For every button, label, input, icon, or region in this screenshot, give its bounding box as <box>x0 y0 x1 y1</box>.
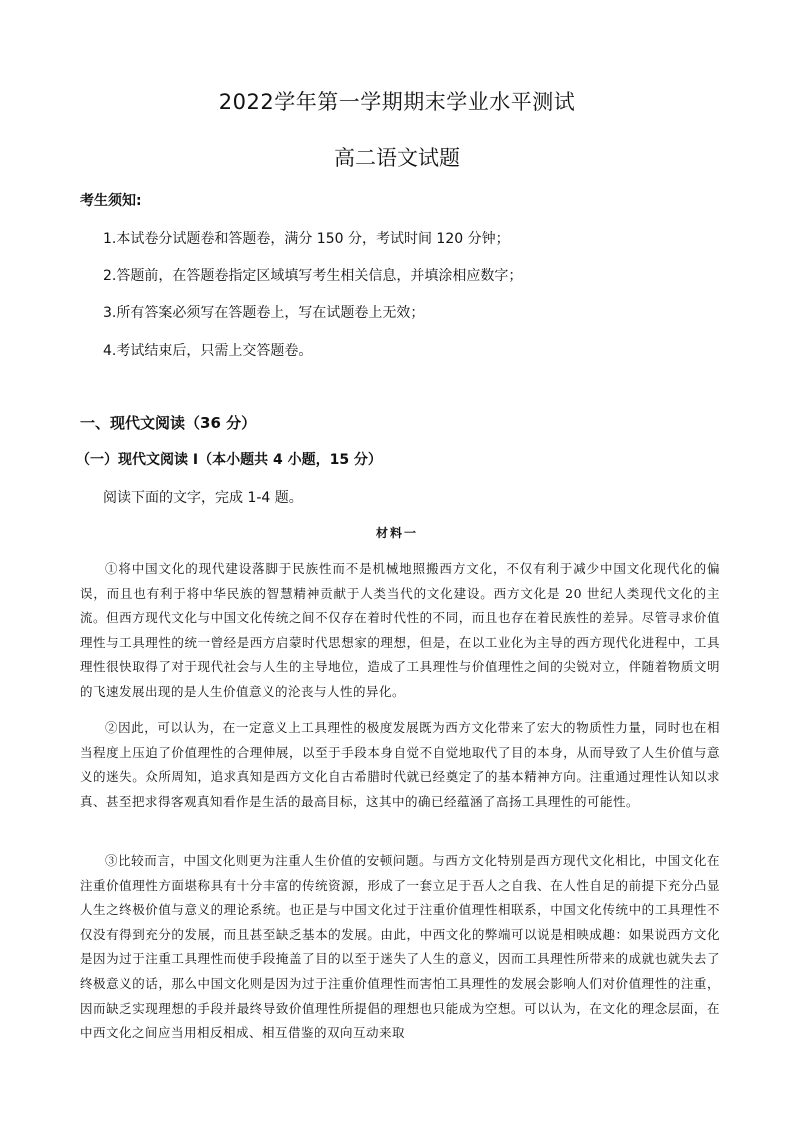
notice-item-1: 1.本试卷分试题卷和答题卷，满分 150 分，考试时间 120 分钟； <box>103 231 510 247</box>
notice-item-2: 2.答题前，在答题卷指定区域填写考生相关信息，并填涂相应数字； <box>103 268 523 284</box>
exam-subtitle: 高二语文试题 <box>334 146 460 170</box>
notice-heading: 考生须知: <box>80 193 142 209</box>
notice-item-4: 4.考试结束后，只需上交答题卷。 <box>103 343 313 359</box>
material-title: 材料一 <box>375 526 418 540</box>
paragraph-3: ③比较而言，中国文化则更为注重人生价值的安顿问题。与西方文化特别是西方现代文化相比，中国文化在注重价值理性方面堪称具有十分丰富的传统资源，形成了一套立足于吾人之自我、在人性自足的前提下充分凸显人生之终极价值与意义的理论系统。也正是与中国文化过于注重价值理性相联系，中国文化传统中的工具理性不仅没有得到充分的发展，而且甚至缺乏基本的发展。由此，中西文化的弊端可以说是相映成趣：如果说西方文化是因为过于注重工具理性而使手段掩盖了目的以至于迷失了人生的意义，因而工具理性所带来的成就也就失去了终极意义的话，那么中国文化则是因为过于注重价值理性而害怕工具理性的发展会影响人们对价值理性的注重，因而缺乏实现理想的手段并最终导致价值理性所提倡的理想也只能成为空想。可以认为，在文化的理念层面，在中西文化之间应当用相反相成、相互借鉴的双向互动来取 <box>80 853 720 1041</box>
paragraph-1: ①将中国文化的现代建设落脚于民族性而不是机械地照搬西方文化，不仅有利于减少中国文化现代化的偏误，而且也有利于将中华民族的智慧精神贡献于人类当代的文化建设。西方文化是 20 世纪人类现代文化的主流。但西方现代文化与中国文化传统之间不仅存在着时代性的不同，而且也存在着民族性的差异。尽管寻求价值理性与工具理性的统一曾经是西方启蒙时代思想家的理想，但是，在以工业化为主导的西方现代化进程中，工具理性很快取得了对于现代社会与人生的主导地位，造成了工具理性与价值理性之间的尖锐对立，伴随着物质文明的飞速发展出现的是人生价值意义的沦丧与人性的异化。 <box>80 561 720 699</box>
notice-item-3: 3.所有答案必须写在答题卷上，写在试题卷上无效； <box>103 305 425 321</box>
paragraph-2: ②因此，可以认为，在一定意义上工具理性的极度发展既为西方文化带来了宏大的物质性力量，同时也在相当程度上压迫了价值理性的合理伸展，以至于手段本身自觉不自觉地取代了目的本身，从而导致了人生价值与意义的迷失。众所周知，追求真知是西方文化自古希腊时代就已经奠定了的基本精神方向。注重通过理性认知以求真、甚至把求得客观真知看作是生活的最高目标，这其中的确已经蕴涵了高扬工具理性的可能性。 <box>80 720 720 809</box>
subsection-heading: （一）现代文阅读 I（本小题共 4 小题，15 分） <box>76 452 382 468</box>
exam-title: 2022学年第一学期期末学业水平测试 <box>218 90 576 114</box>
instruction: 阅读下面的文字，完成 1-4 题。 <box>103 490 303 506</box>
section-heading: 一、现代文阅读（36 分） <box>80 414 257 432</box>
